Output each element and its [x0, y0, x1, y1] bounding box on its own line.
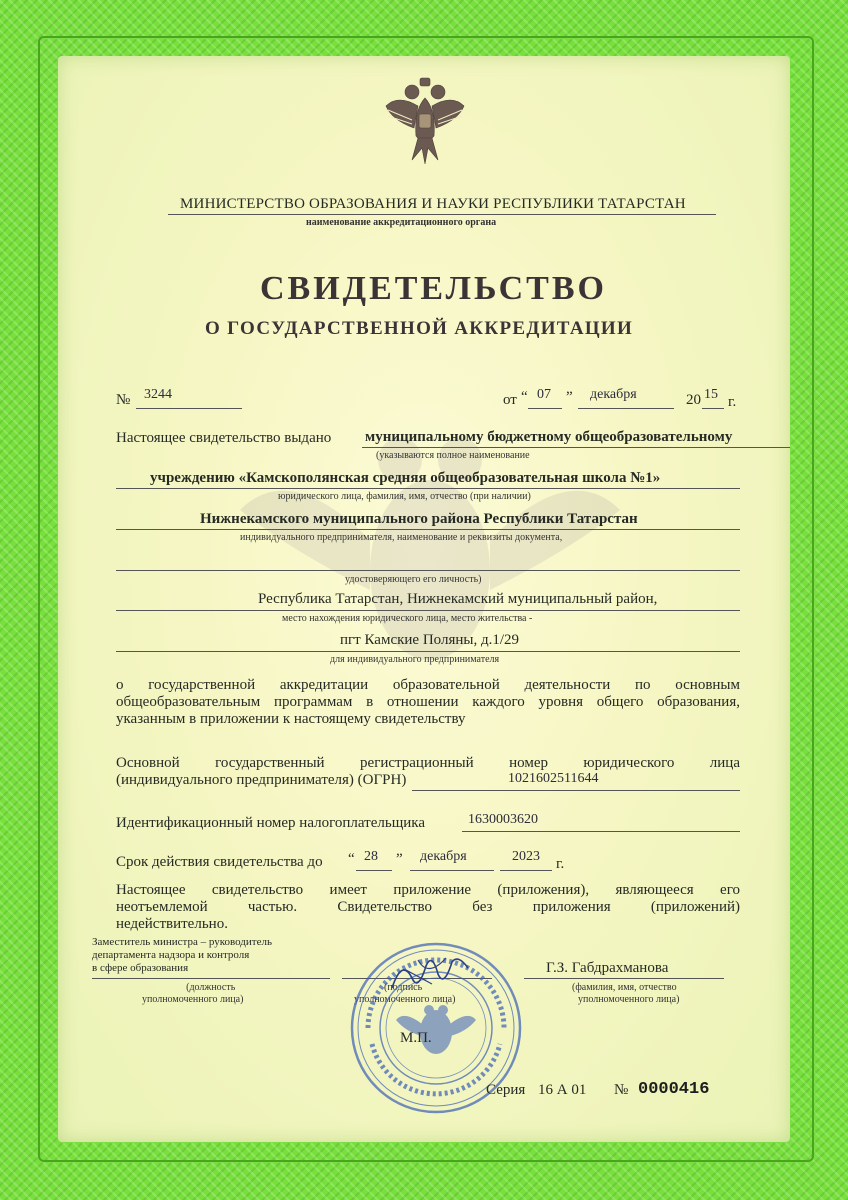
ogrn-underline: [412, 790, 740, 791]
name-caption-2: уполномоченного лица): [578, 994, 680, 1005]
position-line-2: департамента надзора и контроля: [92, 949, 250, 961]
month-underline: [578, 408, 674, 409]
address-underline-1: [116, 610, 740, 611]
issue-month: декабря: [590, 387, 637, 402]
accreditation-line-3: указанным в приложении к настоящему свидетельству: [116, 711, 466, 727]
issued-caption-3: индивидуального предпринимателя, наименование и реквизиты документа,: [240, 532, 563, 543]
validity-label: Срок действия свидетельства до: [116, 854, 323, 870]
double-headed-eagle-emblem-icon: [384, 76, 466, 166]
date-quote-open: “: [521, 389, 528, 405]
stamp-place-mp: М.П.: [400, 1030, 432, 1046]
inn-label: Идентификационный номер налогоплательщика: [116, 815, 426, 831]
series-label: Серия: [486, 1082, 526, 1098]
position-underline: [92, 978, 330, 979]
appendix-paragraph: [116, 882, 740, 933]
issued-label: Настоящее свидетельство выдано: [116, 430, 332, 446]
certificate-number: 3244: [144, 387, 172, 402]
issued-underline-4: [116, 570, 740, 571]
number-prefix: №: [116, 392, 131, 408]
address-caption-1: место нахождения юридического лица, место жительства -: [282, 613, 533, 624]
issued-line-1: муниципальному бюджетному общеобразовательному: [365, 429, 733, 445]
date-from-label: от: [503, 392, 517, 408]
blank-number: 0000416: [638, 1080, 710, 1099]
appendix-line-3: недействительно.: [116, 916, 228, 932]
validity-day-underline: [356, 870, 392, 871]
document-subtitle: О ГОСУДАРСТВЕННОЙ АККРЕДИТАЦИИ: [205, 318, 634, 339]
ogrn-block: [116, 755, 740, 789]
year-underline: [702, 408, 724, 409]
ministry-underline: [168, 214, 716, 215]
issued-line-3: Нижнекамского муниципального района Республики Татарстан: [200, 511, 638, 527]
ministry-caption: наименование аккредитационного органа: [306, 217, 497, 228]
address-line-2: пгт Камские Поляны, д.1/29: [340, 632, 519, 648]
validity-quote-open: “: [348, 851, 355, 867]
ogrn-line-1: Основной государственный регистрационный номер юридического лица: [116, 755, 740, 771]
name-caption-1: (фамилия, имя, отчество: [572, 982, 677, 993]
signature-caption-1: (подпись: [384, 982, 423, 993]
position-caption-1: (должность: [186, 982, 236, 993]
issue-day: 07: [537, 387, 551, 402]
issued-underline-2: [116, 488, 740, 489]
address-underline-2: [116, 651, 740, 652]
year-suffix: 15: [704, 387, 718, 402]
validity-year-label: г.: [556, 856, 565, 872]
issued-caption-4: удостоверяющего его личность): [345, 574, 482, 585]
position-line-3: в сфере образования: [92, 962, 189, 974]
series-value: 16 А 01: [538, 1082, 587, 1098]
appendix-line-2: неотъемлемой частью. Свидетельство без приложения (приложений): [116, 899, 740, 915]
accreditation-paragraph: [116, 677, 740, 728]
position-caption-2: уполномоченного лица): [142, 994, 244, 1005]
date-quote-close: ”: [566, 389, 573, 405]
issued-underline-1: [362, 447, 790, 448]
signature-caption-2: уполномоченного лица): [354, 994, 456, 1005]
address-line-1: Республика Татарстан, Нижнекамский муниципальный район,: [258, 591, 658, 607]
year-prefix: 20: [686, 392, 701, 408]
handwritten-signature-icon: [388, 948, 472, 998]
inn-value: 1630003620: [468, 812, 538, 827]
inn-underline: [462, 831, 740, 832]
issued-caption-1: (указываются полное наименование: [376, 450, 530, 461]
name-underline: [524, 978, 724, 979]
position-caption: [142, 982, 244, 1006]
ministry-name: МИНИСТЕРСТВО ОБРАЗОВАНИЯ И НАУКИ РЕСПУБЛИКИ ТАТАРСТАН: [180, 196, 686, 212]
validity-month: декабря: [420, 849, 467, 864]
validity-year-underline: [500, 870, 552, 871]
day-underline: [528, 408, 562, 409]
appendix-line-1: Настоящее свидетельство имеет приложение (приложения), являющееся его: [116, 882, 740, 898]
blank-number-prefix: №: [614, 1082, 629, 1098]
signatory-position: [92, 936, 272, 975]
validity-year: 2023: [512, 849, 540, 864]
signatory-name: Г.З. Габдрахманова: [546, 960, 669, 976]
year-label: г.: [728, 394, 737, 410]
validity-month-underline: [410, 870, 494, 871]
issued-underline-3: [116, 529, 740, 530]
validity-quote-close: ”: [396, 851, 403, 867]
issued-caption-2: юридического лица, фамилия, имя, отчество (при наличии): [278, 491, 531, 502]
name-caption: [572, 982, 679, 1006]
number-underline: [136, 408, 242, 409]
accreditation-line-2: общеобразовательным программам в отношении каждого уровня общего образования,: [116, 694, 740, 710]
ogrn-line-2: (индивидуального предпринимателя) (ОГРН): [116, 772, 407, 788]
ogrn-value: 1021602511644: [508, 771, 599, 786]
address-caption-2: для индивидуального предпринимателя: [330, 654, 500, 665]
position-line-1: Заместитель министра – руководитель: [92, 936, 272, 948]
validity-day: 28: [364, 849, 378, 864]
accreditation-line-1: о государственной аккредитации образовательной деятельности по основным: [116, 677, 740, 693]
issued-line-2: учреждению «Камскополянская средняя общеобразовательная школа №1»: [150, 470, 661, 486]
document-title: СВИДЕТЕЛЬСТВО: [260, 270, 607, 307]
